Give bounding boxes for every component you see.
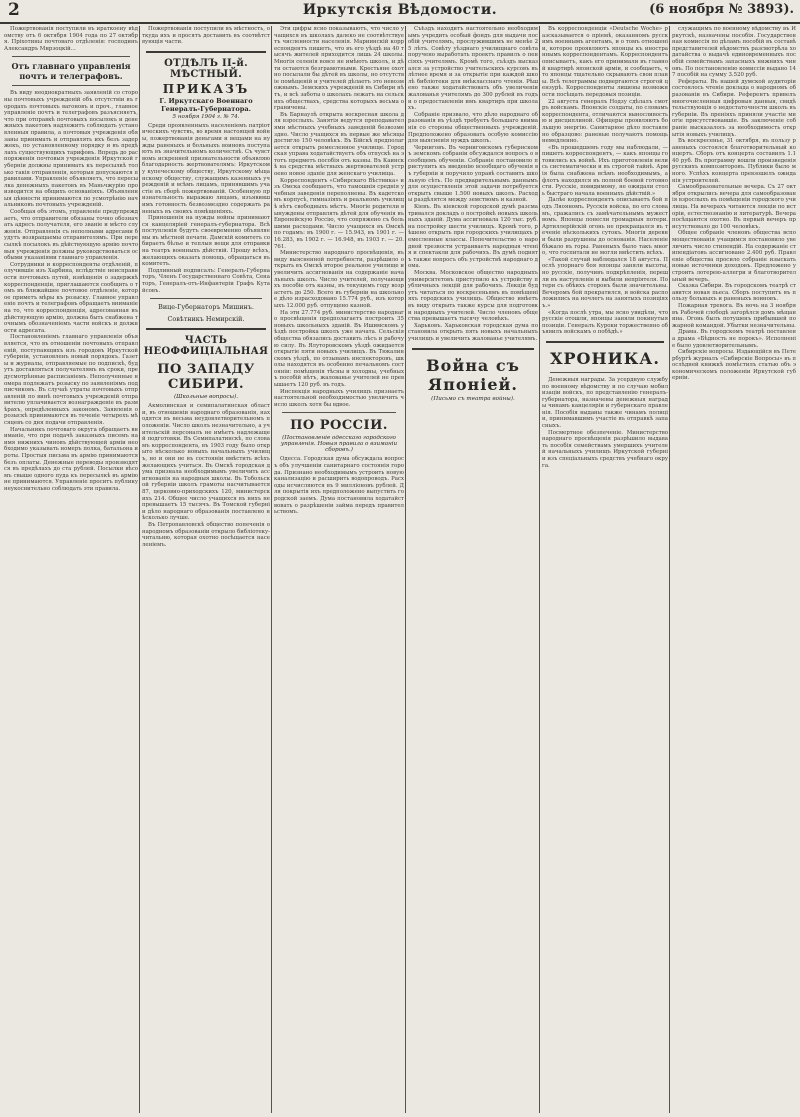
col2-paragraph: Пожертвованія поступили въ мѣстность, откуда ихъ и просятъ доставить въ соотвѣтствующія части. [142, 26, 270, 46]
divider [546, 341, 664, 343]
column-2 [142, 26, 270, 1113]
column-rule [139, 26, 140, 1113]
divider [12, 85, 130, 86]
column-6 [672, 26, 796, 1113]
col5-paragraph: «Такой случай наблюдался 18 августа. Послѣ упорнаго боя японцы заняли высоты, но русскіе, получивъ подкрѣпленія, перешли въ наступленіе и выбили непріятеля. Потери съ обѣихъ сторонъ были значительны. Вечеромъ бой прекратился, и войска расположились на ночлегъ на занятыхъ позиціяхъ.» [542, 256, 668, 309]
divider [150, 298, 262, 299]
order-subtitle: Г. Иркутскаго Военнаго Генералъ-Губернатора. [159, 96, 253, 113]
col6-paragraph: Самообразовательные вечера. Съ 27 октября открылись вечера для самообразованія взрослыхъ въ помѣщеніи городского училища. На вечерахъ читаются лекціи по исторіи, естествознанію и литературѣ. Вечера посѣщаются охотно. Въ первый вечеръ присутствовало до 100 человѣкъ. [672, 184, 796, 230]
col1-paragraph: Начальникъ почтоваго округа обращаетъ вниманіе, что при подачѣ заказныхъ писемъ на имя нижнихъ чиновъ дѣйствующей арміи необходимо указывать номеръ полка, батальона и роты. Простыя письма въ армію принимаются безъ оплаты. Денежные переводы производятся въ предѣлахъ до ста рублей. Посылки вѣсомъ свыше одного пуда къ пересылкѣ въ армію не принимаются. Управленіе проситъ публику неукоснительно соблюдать эти правила. [4, 426, 138, 492]
col3-paragraph: На эти 27.774 руб. министерство народнаго просвѣщенія предполагаетъ построить 35 новыхъ школьныхъ зданій. Въ Ишимскомъ уѣздѣ постройка школъ уже начата. Сельскія общества обязались доставить лѣсъ и рабочую силу. Въ Ялуторовскомъ уѣздѣ ожидается открытіе пяти новыхъ училищъ. Въ Тюкалинскомъ уѣздѣ, по отзывамъ инспекторовъ, школы находятся въ особенно печальномъ состояніи: помѣщенія тѣсны и холодны, учебныхъ пособій нѣтъ, жалованье учителей не превышаетъ 120 руб. въ годъ. [274, 309, 404, 389]
col2-paragraph: Акмолинская и семипалатинская области, въ отношеніи народнаго образованія, находятся въ весьма неудовлетворительномъ положеніи. Число школъ незначительно, а учительскій персоналъ не имѣетъ надлежащей подготовки. Въ Семипалатинскѣ, по словамъ корреспондента, въ 1903 году было открыто нѣсколько новыхъ начальныхъ училищъ, но и они не въ состояніи вмѣстить всѣхъ желающихъ учиться. Въ Омскѣ городская дума признала необходимымъ увеличить ассигнованія на народныя школы. Въ Тобольской губерніи школъ грамоты насчитывается 87, церковно-приходскихъ 120, министерскихъ 214. Общее число учащихся въ нихъ не превышаетъ 15 тысячъ. Въ Томской губерніи дѣло народнаго образованія поставлено нѣсколько лучше. [142, 403, 270, 522]
col4-paragraph: Черниговъ. Въ черниговскомъ губернскомъ земскомъ собраніи обсуждался вопросъ о всеобщемъ обученіи. Собраніе постановило приступить къ введенію всеобщаго обученія въ губерніи и поручило управѣ составить школьную сѣть. По предварительнымъ даннымъ для осуществленія этой задачи потребуется открыть свыше 1.500 новыхъ школъ. Расходы раздѣлятся между земствомъ и казной. [408, 144, 538, 204]
col5-paragraph: Въ корреспонденціи «Deutsche Woche» разсказывается о пріемѣ, оказанномъ русскимъ военнымъ агентамъ, и о томъ отношеніи, которое проявляютъ японцы къ иностраннымъ корреспондентамъ. Корреспондентъ описываетъ, какъ его принимали въ главной квартирѣ японской арміи, и сообщаетъ, что японцы тщательно скрываютъ свои планы. Всѣ телеграммы подвергаются строгой цензурѣ. Корреспонденты лишены возможности посѣщать передовыя позиціи. [542, 26, 668, 98]
part-heading-unofficial: ЧАСТЬ НЕОФФИЦІАЛЬНАЯ [143, 335, 269, 358]
col3-paragraph: Министерство народнаго просвѣщенія, въ виду выясненной потребности, разрѣшило открыть въ Омскѣ второе реальное училище и увеличить ассигнованія на содержаніе начальныхъ школъ. Число учителей, получающихъ пособіе отъ казны, въ текущемъ году возрастетъ до 250. Всего въ губерніи на школьное дѣло израсходовано 15.774 руб., изъ которыхъ 12.000 руб. отпущено казной. [274, 250, 404, 309]
page-number: 2 [8, 0, 20, 20]
col5-paragraph: Денежныя награды. За усердную службу по военному вѣдомству и по случаю мобилизаціи войскъ, по представленію генералъ-губернатора, назначены денежныя награды чинамъ канцеляріи и губернскаго правленія. Пособія выданы также чинамъ полиціи, принимавшимъ участіе въ отправкѣ запасныхъ. [542, 376, 668, 430]
column-1 [4, 26, 138, 1113]
column-rule [271, 26, 272, 1113]
col3-paragraph: Одесса. Городская дума обсуждала вопросъ объ улучшеніи санитарнаго состоянія города. Признано необходимымъ устроить новую канализацію и расширить водопроводъ. Расходы исчисляются въ 9 милліоновъ рублей. Для покрытія ихъ предположено выпустить городской заемъ. Дума постановила ходатайствовать о разрѣшеніи займа передъ правительствомъ. [274, 456, 404, 516]
col4-paragraph: Харьковъ. Харьковская городская дума постановила открыть пять новыхъ начальныхъ училищъ и увеличить жалованье учителямъ. [408, 322, 538, 342]
col5-paragraph: «Въ прошедшемъ году мы наблюдали, — пишетъ корреспондентъ, — какъ японцы готовились къ войнѣ. Ихъ приготовленія велись систематически и въ строгой тайнѣ. Армія была снабжена всѣмъ необходимымъ, а флотъ находился въ полной боевой готовности. Русскіе, повидимому, не ожидали столь быстраго начала военныхъ дѣйствій.» [542, 144, 668, 197]
col1-paragraph: Сообщая объ этомъ, управленіе предупреждаетъ, что отправители обязаны точно обозначать адресъ получателя, его званіе и мѣсто служенія. Отправленія съ неполными адресами будутъ возвращаемы отправителямъ. При пересылкѣ посылокъ въ дѣйствующую армію почтовыя учрежденія должны руководствоваться особыми указаніями главнаго управленія. [4, 209, 138, 262]
divider [146, 328, 266, 330]
article-title-russia: ПО РОССІИ. [290, 418, 388, 434]
divider [282, 412, 396, 413]
col6-paragraph: Въ воскресенье, 31 октября, въ пользу раненыхъ состоялся благотворительный концертъ. Сборъ отъ концерта составилъ 1.140 руб. Въ программу вошли произведенія русскихъ композиторовъ. Публики было много. Успѣхъ концерта превзошелъ ожиданія устроителей. [672, 138, 796, 184]
paper-title: Иркутскія Вѣдомости. [302, 2, 498, 18]
col3-paragraph: Въ Барнаулѣ открыта воскресная школа для взрослыхъ. Занятія ведутся преподавателями мѣстныхъ учебныхъ заведеній безвозмездно. Число учащихся въ первые же мѣсяцы достигло 150 человѣкъ. Въ Бійскѣ предполагается открыть ремесленное училище. Городская управа ходатайствуетъ объ отпускѣ на этотъ предметъ пособія отъ казны. Въ Каинскѣ на средства мѣстныхъ жертвователей устроено новое зданіе для женскаго училища. [274, 111, 404, 178]
col4-paragraph: Кіевъ. Въ кіевской городской думѣ разсматривался докладъ о постройкѣ новыхъ школьныхъ зданій. Дума ассигновала 120 тыс. руб. на постройку шести училищъ. Кромѣ того, рѣшено открыть при городскихъ училищахъ ремесленные классы. Попечительство о народной трезвости устраиваетъ народныя чтенія и спектакли для рабочихъ. Въ думѣ поднятъ также вопросъ объ устройствѣ народнаго дома. [408, 204, 538, 270]
column-5 [542, 26, 668, 1113]
article-title-war-japan: Война съ Японіей. [426, 355, 520, 394]
column-rule [539, 26, 540, 1113]
masthead [0, 0, 800, 24]
col6-paragraph: Сибирскіе вопросы. Издающійся въ Петербургѣ журналъ «Сибирскіе Вопросы» въ послѣдней книжкѣ помѣстилъ статью объ экономическомъ положеніи Иркутской губерніи. [672, 349, 796, 382]
col1-paragraph: Постановленіемъ главнаго управленія объявляется, что въ отношеніи почтовыхъ отправленій, поступающихъ изъ городовъ Иркутской губерніи, установленъ новый порядокъ. Газеты и журналы, отправляемые по подпискѣ, будутъ доставляться получателямъ въ сроки, предусмотрѣнные расписаніемъ. Неполученные номера подлежатъ розыску по заявленіямъ подписчиковъ. Въ случаѣ утраты почтовыхъ отправленій по винѣ почтовыхъ учрежденій отправителю уплачивается вознагражденіе въ размѣрахъ, опредѣленныхъ закономъ. Заявленія о розыскѣ принимаются въ теченіе четырехъ мѣсяцевъ со дня подачи отправленія. [4, 334, 138, 427]
article-subtitle: (Письмо съ театра войны). [431, 395, 515, 402]
signature-councillor: Совѣтникъ Немирскій. [167, 315, 245, 324]
col6-paragraph: служащимъ по военному вѣдомству въ Иркутскѣ, назначены пособія. Государственная комиссія по дѣламъ пособій въ составѣ представителей вѣдомствъ разсмотрѣла ходатайства о выдачѣ единовременныхъ пособій семействамъ запасныхъ нижнихъ чиновъ. По постановленію комиссіи выдано 147 пособій на сумму 3.520 руб. [672, 26, 796, 79]
col1-paragraph: Въ виду неоднократныхъ заявленій со стороны почтовыхъ учрежденій объ отсутствіи въ городахъ почтовыхъ вагоновъ и проч., главное управленіе почтъ и телеграфовъ разъясняетъ, что при отправкѣ почтовыхъ посылокъ и денежныхъ пакетовъ надлежитъ соблюдать установленныя правила, а почтовыя учрежденія обязаны принимать и отправлять ихъ безъ задержекъ, по установленному порядку и въ предѣлахъ существующихъ тарифовъ. Впредь до распоряженія почтовыя учрежденія Иркутской губерніи должны принимать къ пересылкѣ только такія отправленія, которыя допускаются правилами. Управленіе объявляетъ, что пересылка денежныхъ пакетовъ въ Маньчжурію производится на общихъ основаніяхъ. Объявленныя цѣнности принимаются по усмотрѣнію начальниковъ почтовыхъ учрежденій. [4, 90, 138, 209]
col3-paragraph: Инспекція народныхъ училищъ признаетъ настоятельной необходимостью увеличить число школъ хотя бы вдвое. [274, 388, 404, 408]
col5-paragraph: «Когда послѣ утра, мы ясно увидѣли, что русскіе отошли, японцы заняли покинутыя позиціи. Генералъ Куроки торжественно объявилъ войскамъ о побѣдѣ.» [542, 309, 668, 336]
col6-paragraph: Пожарная тревога. Въ ночь на 3 ноября въ Рабочей слободѣ загорѣлся домъ мѣщанина. Огонь былъ потушенъ прибывшей пожарной командой. Убытки незначительны. [672, 302, 796, 329]
article-heading-post: Отъ главнаго управленія почтъ и телеграфовъ. [11, 61, 131, 82]
divider [12, 56, 130, 57]
col2-paragraph: Въ Петропавловскѣ общество попеченія о народномъ образованіи открыло библіотеку-читальню, которая охотно посѣщается населеніемъ. [142, 521, 270, 548]
col4-paragraph: Москва. Московское общество народныхъ университетовъ приступило къ устройству публичныхъ лекцій для рабочихъ. Лекціи будутъ читаться по воскресеньямъ въ помѣщеніяхъ городскихъ училищъ. Общество имѣетъ въ виду открыть также курсы для подготовки народныхъ учителей. Число членовъ общества превышаетъ тысячу человѣкъ. [408, 269, 538, 323]
col6-paragraph: Сказка Сибири. Въ городскомъ театрѣ ставится новая пьеса. Сборъ поступитъ въ пользу больныхъ и раненыхъ воиновъ. [672, 283, 796, 303]
col5-paragraph: Посмертное обезпеченіе. Министерство народнаго просвѣщенія разрѣшило выдавать пособія семействамъ умершихъ учителей начальныхъ училищъ Иркутской губерніи изъ спеціальныхъ средствъ учебнаго округа. [542, 429, 668, 469]
col3-paragraph: Эти цифры ясно показываютъ, что число учащихся въ школахъ далеко не соотвѣтствуетъ численности населенія. Мариинскій корреспондентъ пишетъ, что въ его уѣздѣ на 40 тысячъ жителей приходится лишь 24 школы. Многія селенія вовсе не имѣютъ школъ, и дѣти остаются безграмотными. Крестьяне охотно посылали бы дѣтей въ школы, но отсутствіе помѣщеній и учителей дѣлаетъ это невозможнымъ. Земскихъ учрежденій въ Сибири нѣтъ, и всѣ заботы о школахъ лежатъ на сельскихъ обществахъ, средства которыхъ весьма ограничены. [274, 26, 404, 112]
column-rule [669, 26, 670, 1113]
article-title-west-siberia: ПО ЗАПАДУ СИБИРИ. [157, 362, 255, 393]
col2-paragraph: Подлинный подписалъ: Генералъ-Губернаторъ, Членъ Государственнаго Совѣта, Сенаторъ, Генералъ-отъ-Инфантеріи Графъ Кутайсовъ. [142, 267, 270, 294]
column-3 [274, 26, 404, 1113]
col1-paragraph: Пожертвованія поступили въ ираткоеиу вѣдомству отъ 6 октября 1904 года по 27 октября. Пріхотины почтоваго отдѣленія: господинъ Александръ Мирзоцкій... [4, 26, 138, 52]
col2-paragraph: Приношенія на нужды войны принимаются канцеляріей генералъ-губернатора. Всѣ поступленія будутъ своевременно объявляемы въ мѣстной печати. Дамскій комитетъ собираетъ бѣлье и теплыя вещи для отправки на театръ военныхъ дѣйствій. Прошу всѣхъ, желающихъ оказать помощь, обращаться въ комитетъ. [142, 215, 270, 268]
col5-paragraph: Далѣе корреспондентъ описываетъ бой подъ Ляояномъ. Русскія войска, по его словамъ, сражались съ замѣчательнымъ мужествомъ. Японцы понесли громадныя потери. Артиллерійскій огонь не прекращался въ теченіе нѣсколькихъ сутокъ. Многія деревни были разрушены до основанія. Населеніе бѣжало въ горы. Раненыхъ было такъ много, что госпитали не могли вмѣстить всѣхъ. [542, 197, 668, 257]
col4-paragraph: Собраніе призвало, что дѣло народнаго образованія въ уѣздѣ требуетъ большаго вниманія со стороны общественныхъ учрежденій. Предположено образовать особую комиссію для выясненія нуждъ школъ. [408, 111, 538, 145]
order-title: ПРИКАЗЪ [162, 81, 250, 96]
divider [412, 348, 534, 350]
col2-paragraph: Среди проявленныхъ населеніемъ патріотическихъ чувствъ, во время настоящей войны, пожертвованія деньгами и вещами на нужды раненыхъ и больныхъ воиновъ поступаютъ въ значительномъ количествѣ. Съ чувствомъ искренней признательности объявляю благодарность жертвователямъ: Иркутскому купеческому обществу, Иркутскому мѣщанскому обществу, служащимъ казенныхъ учрежденій и всѣмъ лицамъ, принявшимъ участіе въ сборѣ пожертвованій. Особенную признательность выражаю лицамъ, изъявившимъ готовность безвозмездно содержать раненыхъ въ своихъ помѣщеніяхъ. [142, 122, 270, 215]
col1-paragraph: Сотрудники и корреспонденты отдѣленій, получившіе изъ Харбина, вслѣдствіе неисправности почтовыхъ путей, извѣщенія о задержкѣ корреспонденціи, приглашаются сообщить о томъ въ ближайшее почтовое отдѣленіе, которое приметъ мѣры къ розыску. Главное управленіе почтъ и телеграфовъ обращаетъ вниманіе на то, что корреспонденція, адресованная въ дѣйствующую армію, должна быть снабжена точнымъ обозначеніемъ части войскъ и должности адресата. [4, 261, 138, 334]
article-subtitle: (Школьные вопросы). [173, 394, 239, 401]
col4-paragraph: Съѣздъ находитъ настоятельно необходимымъ учредить особый фондъ для выдачи пособій учителямъ, прослужившимъ не менѣе 25 лѣтъ. Совѣту уѣзднаго училищнаго совѣта поручено выработать проектъ правилъ о пенсіяхъ учителямъ. Кромѣ того, съѣздъ высказался за устройство учительскихъ курсовъ въ лѣтнее время и за открытіе при каждой школѣ библіотеки для внѣкласснаго чтенія. Рѣшено также ходатайствовать объ увеличеніи жалованья учителямъ до 300 рублей въ годъ и о предоставленіи имъ квартиръ при школахъ. [408, 26, 538, 112]
signature-vice-governor: Вице-Губернаторъ Мишинъ. [158, 303, 254, 312]
divider [550, 372, 660, 373]
col6-paragraph: Рефераты. Въ нашей думской аудиторіи состоялось чтеніе доклада о народномъ образованіи въ Сибири. Референтъ привелъ многочисленныя цифровыя данныя, свидѣтельствующія о недостаточности школъ въ губерніи. Въ преніяхъ приняли участіе многіе присутствовавшіе. Въ заключеніе собраніе высказалось за необходимость открытія новыхъ училищъ. [672, 78, 796, 138]
order-date: 5 ноября 1904 г. № 74. [172, 113, 240, 120]
article-subtitle: (Постановленіе одесскаго городского управленія. Новыя правила о взиманіи сборовъ.) [280, 435, 398, 454]
divider [146, 51, 266, 53]
col3-paragraph: Корреспондентъ «Сибирскаго Вѣстника» изъ Омска сообщаетъ, что тамошнія среднія учебныя заведенія переполнены. Въ кадетскомъ корпусѣ, гимназіяхъ и реальномъ училищѣ нѣтъ свободныхъ мѣстъ. Многіе родители вынуждены отправлять дѣтей для обученія въ Европейскую Россію, что сопряжено съ большими расходами. Число учащихся въ Омскѣ по годамъ: въ 1900 г. — 15.943, въ 1901 г. — 16.283, въ 1902 г. — 16.948, въ 1903 г. — 20.761. [274, 177, 404, 250]
issue-date: (6 ноября № 3893). [649, 2, 794, 17]
column-rule [405, 26, 406, 1113]
col6-paragraph: Общее собраніе членовъ общества вспомоществованія учащимся постановило увеличить число стипендій. На содержаніе стипендіатовъ ассигновано 2.400 руб. Правленіе общества просило собраніе изыскать новые источники доходовъ. Предложено устроить лотерею-аллегри и благотворительный вечеръ. [672, 230, 796, 283]
section-heading-chronicle: ХРОНИКА. [550, 348, 660, 368]
col6-paragraph: Драма. Въ городскомъ театрѣ поставлена драма «Бѣдность не порокъ». Исполненіе было удовлетворительнымъ. [672, 329, 796, 349]
column-4 [408, 26, 538, 1113]
col5-paragraph: 22 августа генералъ Нодзу сдѣлалъ смотръ войскамъ. Японскіе солдаты, по словамъ корреспондента, отличаются выносливостью и дисциплиной. Офицеры проявляютъ большую энергію. Санитарное дѣло поставлено образцово: раненые получаютъ помощь немедленно. [542, 98, 668, 145]
section-heading-local: ОТДѢЛЪ II-й. МѢСТНЫЙ. [164, 57, 248, 80]
